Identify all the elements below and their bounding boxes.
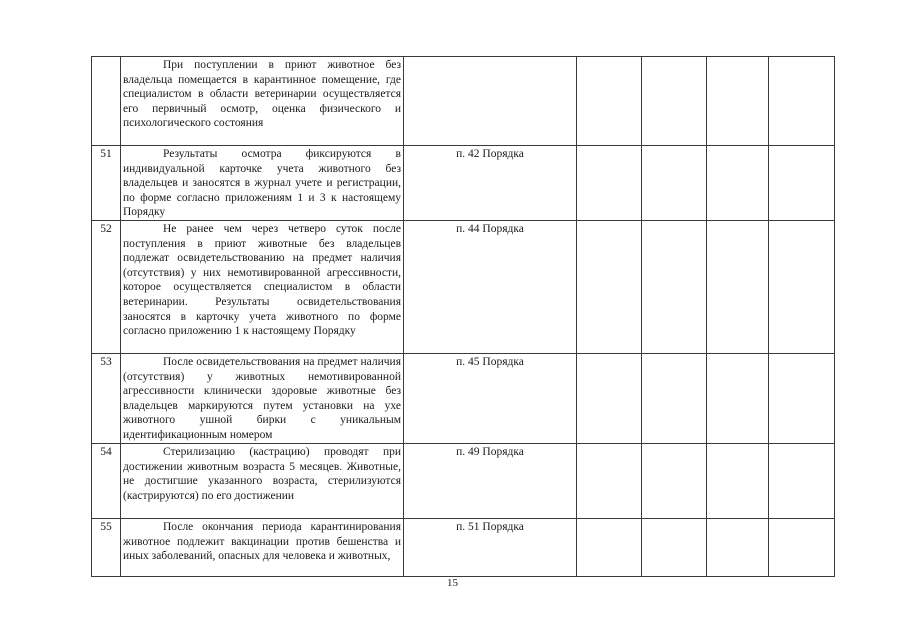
legal-reference: п. 49 Порядка bbox=[404, 443, 577, 518]
empty-cell bbox=[769, 518, 835, 576]
row-number: 51 bbox=[92, 146, 121, 221]
empty-cell bbox=[707, 353, 769, 443]
legal-reference bbox=[404, 57, 577, 146]
row-number: 52 bbox=[92, 220, 121, 353]
requirement-text: Не ранее чем через четверо суток после поступления в приют животные без владельцев подлежат освидетельствованию на предмет наличия (отсутствия) у них немотивированной агрессивности, которое осуществляется специалистом в области ветеринарии. Результаты освидетельствования заносятся в карточку учета животного по форме согласно приложению 1 к настоящему Порядку bbox=[121, 220, 404, 353]
table-row bbox=[92, 443, 835, 518]
table-row bbox=[92, 146, 835, 221]
legal-reference: п. 44 Порядка bbox=[404, 220, 577, 353]
empty-cell bbox=[769, 443, 835, 518]
table-row bbox=[92, 518, 835, 576]
row-number: 53 bbox=[92, 353, 121, 443]
empty-cell bbox=[769, 146, 835, 221]
page-number: 15 bbox=[447, 577, 458, 589]
table-row bbox=[92, 57, 835, 146]
empty-cell bbox=[642, 443, 707, 518]
empty-cell bbox=[769, 220, 835, 353]
legal-reference: п. 51 Порядка bbox=[404, 518, 577, 576]
empty-cell bbox=[642, 353, 707, 443]
empty-cell bbox=[577, 518, 642, 576]
requirement-text: При поступлении в приют животное без владельца помещается в карантинное помещение, где специалистом в области ветеринарии осуществляется его первичный осмотр, оценка физического и психологического состояния bbox=[121, 57, 404, 146]
legal-reference: п. 42 Порядка bbox=[404, 146, 577, 221]
empty-cell bbox=[577, 57, 642, 146]
requirement-text: После освидетельствования на предмет наличия (отсутствия) у животных немотивированной агрессивности клинически здоровые животные без владельцев маркируются путем установки на ухе животного ушной бирки с уникальным идентификационным номером bbox=[121, 353, 404, 443]
row-number: 54 bbox=[92, 443, 121, 518]
empty-cell bbox=[642, 146, 707, 221]
requirement-text: Стерилизацию (кастрацию) проводят при достижении животным возраста 5 месяцев. Животные, не достигшие указанного возраста, стерилизуются (кастрируются) по его достижении bbox=[121, 443, 404, 518]
legal-reference: п. 45 Порядка bbox=[404, 353, 577, 443]
row-number: 55 bbox=[92, 518, 121, 576]
empty-cell bbox=[707, 57, 769, 146]
table-row bbox=[92, 220, 835, 353]
empty-cell bbox=[642, 220, 707, 353]
empty-cell bbox=[707, 518, 769, 576]
empty-cell bbox=[769, 57, 835, 146]
requirement-text: После окончания периода карантинирования животное подлежит вакцинации против бешенства и иных заболеваний, опасных для человека и животных, bbox=[121, 518, 404, 576]
empty-cell bbox=[707, 146, 769, 221]
empty-cell bbox=[577, 353, 642, 443]
empty-cell bbox=[707, 443, 769, 518]
requirement-text: Результаты осмотра фиксируются в индивидуальной карточке учета животного без владельцев и заносятся в журнал учете и регистрации, по форме согласно приложениям 1 и 3 к настоящему Порядку bbox=[121, 146, 404, 221]
row-number bbox=[92, 57, 121, 146]
empty-cell bbox=[577, 443, 642, 518]
empty-cell bbox=[642, 518, 707, 576]
table-row bbox=[92, 353, 835, 443]
empty-cell bbox=[707, 220, 769, 353]
empty-cell bbox=[769, 353, 835, 443]
empty-cell bbox=[642, 57, 707, 146]
requirements-table bbox=[91, 56, 835, 577]
empty-cell bbox=[577, 220, 642, 353]
empty-cell bbox=[577, 146, 642, 221]
